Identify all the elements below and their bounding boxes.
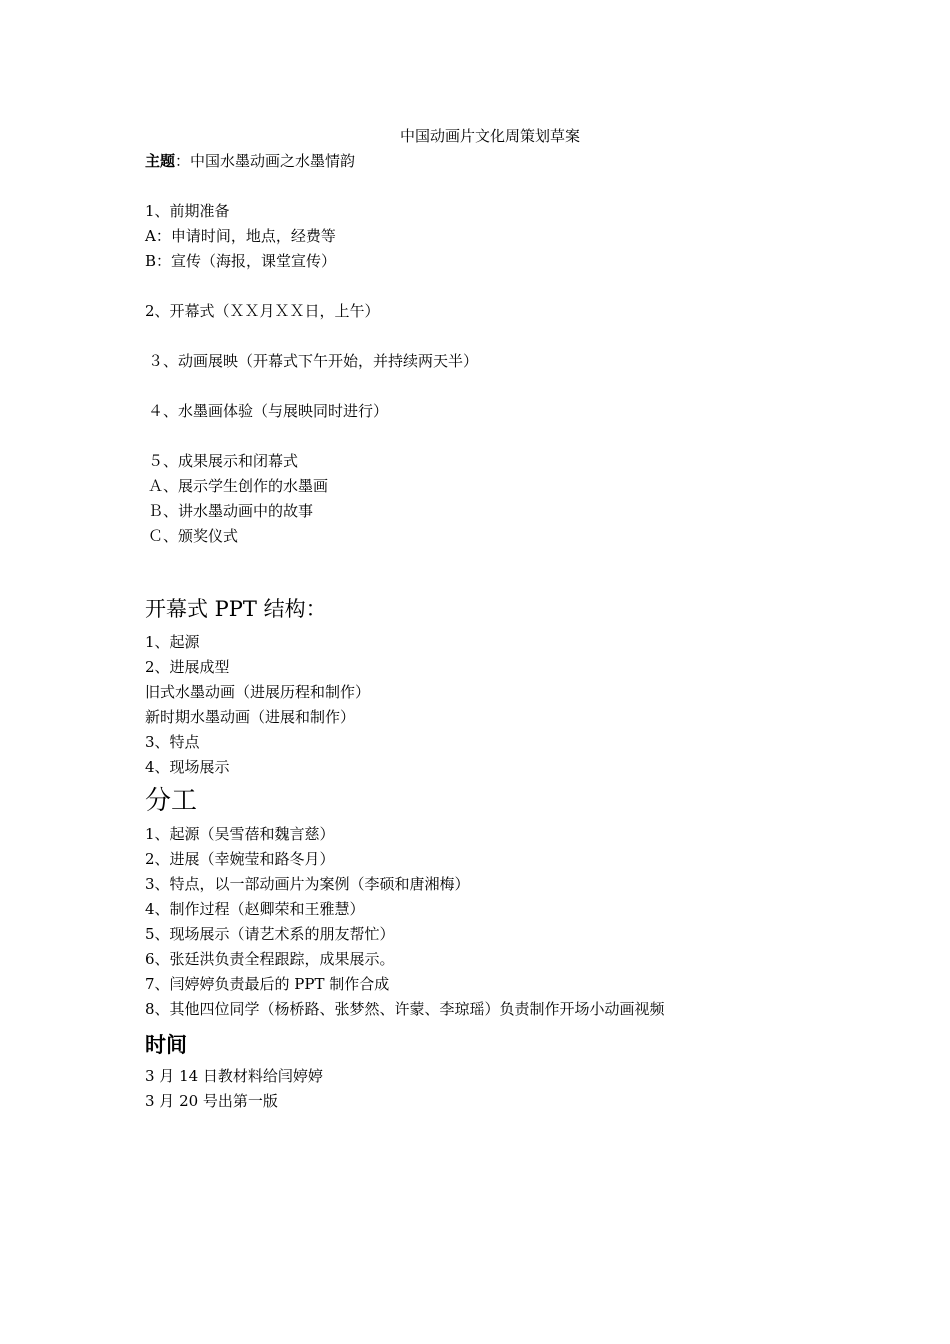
- division-item: 3、特点，以一部动画片为案例（李硕和唐湘梅）: [145, 875, 470, 893]
- opening-line: 2、开幕式（ＸＸ月ＸＸ日，上午）: [145, 302, 380, 320]
- division-item: 7、闫婷婷负责最后的 PPT 制作合成: [145, 975, 390, 993]
- division-item: 8、其他四位同学（杨桥路、张梦然、许蒙、李琼瑶）负责制作开场小动画视频: [145, 1000, 665, 1018]
- closing-heading: ５、成果展示和闭幕式: [148, 452, 299, 470]
- experience-line: ４、水墨画体验（与展映同时进行）: [148, 402, 389, 420]
- closing-item: Ｂ、讲水墨动画中的故事: [148, 502, 314, 520]
- spacer: [145, 324, 845, 349]
- ppt-item: 4、现场展示: [145, 758, 230, 776]
- theme-value: 中国水墨动画之水墨情韵: [190, 152, 356, 170]
- theme-label: 主题: [145, 152, 176, 170]
- division-heading: 分工: [145, 786, 198, 816]
- time-item: 3 月 14 日教材料给闫婷婷: [145, 1067, 323, 1085]
- spacer: [145, 424, 845, 449]
- time-item: 3 月 20 号出第一版: [145, 1092, 278, 1110]
- screening-line: ３、动画展映（开幕式下午开始，并持续两天半）: [148, 352, 479, 370]
- ppt-item: 新时期水墨动画（进展和制作）: [145, 708, 356, 726]
- prep-item: B：宣传（海报，课堂宣传）: [145, 252, 337, 270]
- document-page: [145, 124, 845, 1114]
- ppt-item: 1、起源: [145, 633, 200, 651]
- division-item: 4、制作过程（赵卿荣和王雅慧）: [145, 900, 365, 918]
- theme-separator: ：: [175, 152, 191, 170]
- division-item: 1、起源（吴雪蓓和魏言慈）: [145, 825, 335, 843]
- division-item: 5、现场展示（请艺术系的朋友帮忙）: [145, 925, 395, 943]
- spacer: [145, 174, 845, 199]
- division-item: 2、进展（幸婉莹和路冬月）: [145, 850, 335, 868]
- document-title: 中国动画片文化周策划草案: [399, 127, 580, 145]
- ppt-item: 2、进展成型: [145, 658, 230, 676]
- closing-item: Ｃ、颁奖仪式: [148, 527, 239, 545]
- spacer: [145, 374, 845, 399]
- prep-item: A：申请时间，地点，经费等: [145, 227, 336, 245]
- ppt-item: 3、特点: [145, 733, 200, 751]
- ppt-heading: 开幕式 PPT 结构：: [145, 597, 327, 621]
- division-item: 6、张廷洪负责全程跟踪，成果展示。: [145, 950, 395, 968]
- spacer: [145, 274, 845, 299]
- closing-item: Ａ、展示学生创作的水墨画: [148, 477, 329, 495]
- theme-line: [145, 149, 845, 174]
- prep-heading: 1、前期准备: [145, 202, 230, 220]
- ppt-item: 旧式水墨动画（进展历程和制作）: [145, 683, 371, 701]
- time-heading: 时间: [145, 1033, 187, 1057]
